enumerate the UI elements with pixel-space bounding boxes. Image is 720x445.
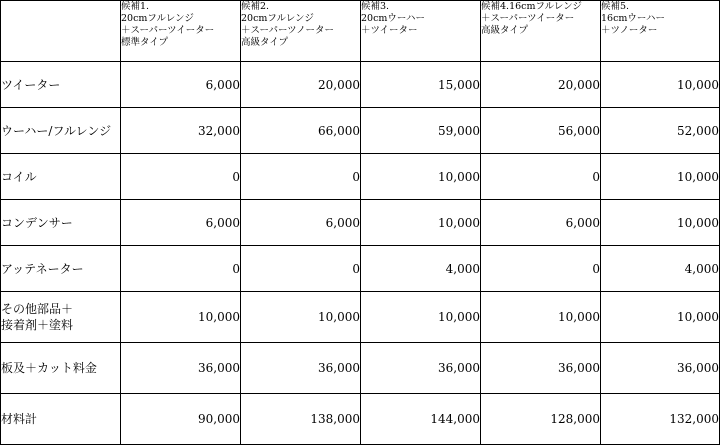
candidate-header-line: ＋スーパーツノーター <box>241 25 335 36</box>
candidate-header-line: ＋スーパーツイーター <box>121 25 215 36</box>
cost-cell: 10,000 <box>601 292 720 343</box>
header-row <box>1 1 720 62</box>
cost-cell: 10,000 <box>481 292 601 343</box>
candidate-header-line: ＋スーパーツイーター <box>481 13 575 24</box>
cost-cell: 6,000 <box>121 200 241 246</box>
row-label <box>1 394 121 445</box>
candidate-header-line: 標準タイプ <box>121 37 169 48</box>
row-label-text: 接着剤＋塗料 <box>1 318 74 332</box>
cost-cell: 52,000 <box>601 108 720 154</box>
cost-cell: 4,000 <box>361 246 481 292</box>
candidate-header-1 <box>121 1 241 62</box>
row-label <box>1 108 121 154</box>
cost-cell: 66,000 <box>241 108 361 154</box>
candidate-header-line: 候補3. <box>361 1 390 12</box>
cost-cell: 10,000 <box>361 200 481 246</box>
row-label-text: コンデンサー <box>1 215 73 230</box>
row-woofer-fullrange <box>1 108 720 154</box>
row-label <box>1 292 121 343</box>
candidate-header-line: 候補4.16cmフルレンジ <box>481 1 582 12</box>
candidate-header-line: ＋ツイーター <box>361 25 418 36</box>
candidate-header-line: 20cmフルレンジ <box>241 13 314 24</box>
row-label-text: ウーハー/フルレンジ <box>1 123 112 138</box>
row-coil <box>1 154 720 200</box>
cost-cell: 6,000 <box>481 200 601 246</box>
candidate-header-line: 20cmウーハー <box>361 13 425 24</box>
cost-cell: 10,000 <box>601 200 720 246</box>
cost-cell: 36,000 <box>601 343 720 394</box>
row-attenuator <box>1 246 720 292</box>
cost-cell: 36,000 <box>361 343 481 394</box>
total-cell: 128,000 <box>481 394 601 445</box>
cost-cell: 10,000 <box>601 62 720 108</box>
total-cell: 132,000 <box>601 394 720 445</box>
row-material-total <box>1 394 720 445</box>
row-other-parts <box>1 292 720 343</box>
row-board-cut <box>1 343 720 394</box>
cost-cell: 32,000 <box>121 108 241 154</box>
row-label <box>1 200 121 246</box>
cost-cell: 0 <box>481 154 601 200</box>
candidate-header-line: ＋ツノーター <box>601 25 658 36</box>
total-cell: 90,000 <box>121 394 241 445</box>
cost-cell: 10,000 <box>121 292 241 343</box>
cost-cell: 56,000 <box>481 108 601 154</box>
cost-cell: 6,000 <box>241 200 361 246</box>
cost-cell: 10,000 <box>241 292 361 343</box>
cost-cell: 10,000 <box>361 154 481 200</box>
row-label <box>1 343 121 394</box>
cost-cell: 0 <box>481 246 601 292</box>
row-label-text: アッテネーター <box>1 261 84 276</box>
candidate-header-2 <box>241 1 361 62</box>
candidate-header-line: 20cmフルレンジ <box>121 13 194 24</box>
row-label-text: 板及＋カット料金 <box>1 361 97 375</box>
cost-cell: 10,000 <box>601 154 720 200</box>
total-cell: 144,000 <box>361 394 481 445</box>
candidate-header-3 <box>361 1 481 62</box>
candidate-header-line: 候補5. <box>601 1 630 12</box>
cost-cell: 15,000 <box>361 62 481 108</box>
row-tweeter <box>1 62 720 108</box>
row-label <box>1 154 121 200</box>
row-condenser <box>1 200 720 246</box>
candidate-header-4 <box>481 1 601 62</box>
row-label <box>1 62 121 108</box>
row-label <box>1 246 121 292</box>
total-cell: 138,000 <box>241 394 361 445</box>
candidate-header-line: 16cmウーハー <box>601 13 665 24</box>
candidate-header-line: 候補2. <box>241 1 270 12</box>
cost-cell: 20,000 <box>481 62 601 108</box>
cost-cell: 0 <box>241 246 361 292</box>
candidate-header-5 <box>601 1 720 62</box>
cost-cell: 59,000 <box>361 108 481 154</box>
row-label-text: その他部品＋ <box>1 302 74 316</box>
candidate-header-line: 候補1. <box>121 1 150 12</box>
cost-cell: 20,000 <box>241 62 361 108</box>
cost-cell: 6,000 <box>121 62 241 108</box>
row-label-text: 材料計 <box>1 412 38 426</box>
cost-cell: 36,000 <box>241 343 361 394</box>
cost-cell: 4,000 <box>601 246 720 292</box>
cost-cell: 10,000 <box>361 292 481 343</box>
cost-cell: 0 <box>121 154 241 200</box>
candidate-header-line: 高級タイプ <box>481 25 529 36</box>
cost-cell: 36,000 <box>121 343 241 394</box>
row-label-text: ツイーター <box>1 77 61 92</box>
cost-cell: 0 <box>241 154 361 200</box>
corner-cell <box>1 1 121 62</box>
candidate-header-line: 高級タイプ <box>241 37 289 48</box>
cost-cell: 0 <box>121 246 241 292</box>
cost-cell: 36,000 <box>481 343 601 394</box>
row-label-text: コイル <box>1 169 37 184</box>
